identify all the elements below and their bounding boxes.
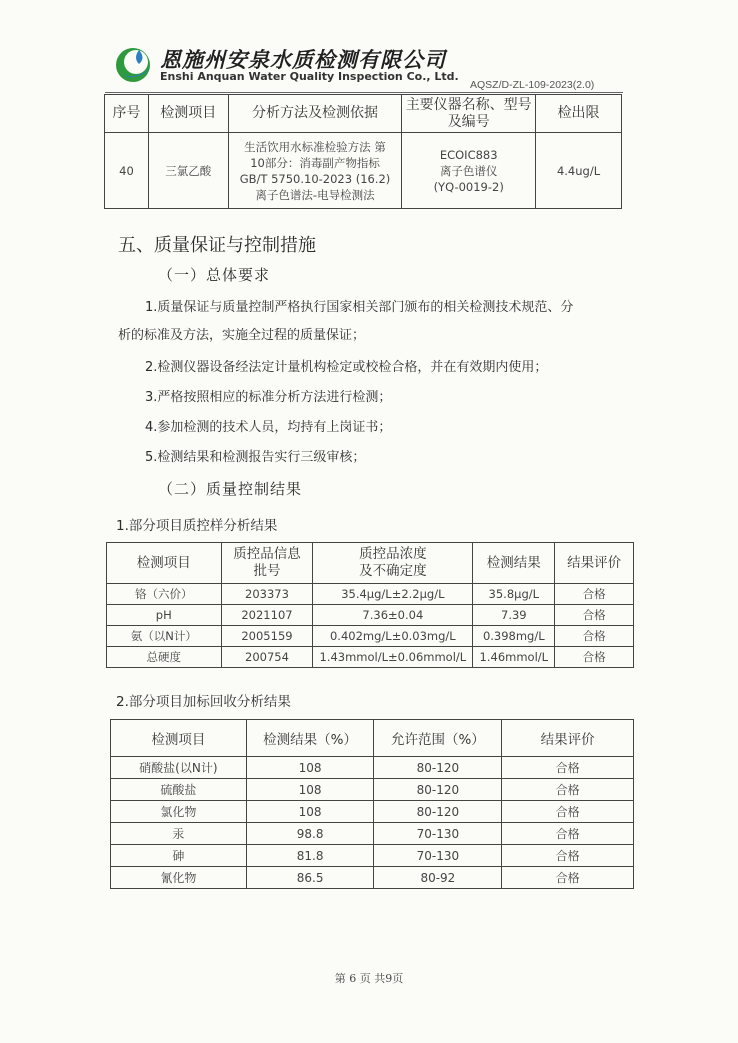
col-header: 检测项目 <box>148 95 228 133</box>
table-heading: 1.部分项目质控样分析结果 <box>116 518 278 534</box>
cell: 砷 <box>111 845 247 867</box>
cell: 合格 <box>502 845 634 867</box>
cell: 35.4μg/L±2.2μg/L <box>313 584 473 605</box>
cell: 1.46mmol/L <box>473 647 555 668</box>
col-header: 结果评价 <box>555 543 634 584</box>
cell: 合格 <box>555 647 634 668</box>
cell: 合格 <box>555 626 634 647</box>
col-header-line: 质控品信息 <box>233 546 301 562</box>
page-number: 第 6 页 共9页 <box>334 972 404 985</box>
cell: 98.8 <box>246 823 374 845</box>
cell: 80-120 <box>374 801 502 823</box>
cell: 氰化物 <box>111 867 247 889</box>
cell: 氨（以N计） <box>107 626 222 647</box>
paragraph: 2.检测仪器设备经法定计量机构检定或校检合格，并在有效期内使用； <box>145 360 548 375</box>
col-header <box>221 543 313 584</box>
col-header-line: 及不确定度 <box>359 563 427 579</box>
section-title: 五、质量保证与控制措施 <box>118 235 316 256</box>
cell: 合格 <box>502 801 634 823</box>
table-header-row <box>105 95 622 133</box>
table-row <box>107 647 634 668</box>
cell: 203373 <box>221 584 313 605</box>
cell: 2021107 <box>221 605 313 626</box>
col-header: 分析方法及检测依据 <box>228 95 402 133</box>
instrument-line: 离子色谱仪 <box>439 163 498 178</box>
table-header-row <box>111 720 634 757</box>
cell: 硝酸盐(以N计) <box>111 757 247 779</box>
col-header-line: 质控品浓度 <box>359 546 427 562</box>
cell: 合格 <box>502 757 634 779</box>
cell: 108 <box>246 757 374 779</box>
paragraph: 1.质量保证与质量控制严格执行国家相关部门颁布的相关检测技术规范、分 <box>145 300 574 315</box>
col-header: 检测结果 <box>473 543 555 584</box>
row-limit: 4.4ug/L <box>536 133 622 209</box>
paragraph: 4.参加检测的技术人员，均持有上岗证书； <box>145 420 392 435</box>
col-header: 检测项目 <box>107 543 222 584</box>
row-method <box>228 133 402 209</box>
cell: 80-92 <box>374 867 502 889</box>
row-instrument <box>402 133 536 209</box>
header-rule <box>105 92 623 93</box>
document-code: AQSZ/D-ZL-109-2023(2.0) <box>470 79 595 91</box>
table-heading: 2.部分项目加标回收分析结果 <box>116 694 291 710</box>
col-header: 序号 <box>105 95 149 133</box>
col-header-line: 批号 <box>253 563 281 579</box>
cell: 7.36±0.04 <box>313 605 473 626</box>
table-row <box>111 801 634 823</box>
col-header: 主要仪器名称、型号及编号 <box>402 95 536 133</box>
cell: 81.8 <box>246 845 374 867</box>
cell: 200754 <box>221 647 313 668</box>
method-table <box>104 94 622 209</box>
table-row <box>105 133 622 209</box>
method-line: 10部分：消毒副产物指标 <box>250 155 380 170</box>
instrument-line: (YQ-0019-2) <box>433 179 504 194</box>
subsection-title: （一）总体要求 <box>158 266 271 284</box>
recovery-table <box>110 719 634 889</box>
method-line: 生活饮用水标准检验方法 第 <box>244 139 386 154</box>
paragraph: 3.严格按照相应的标准分析方法进行检测； <box>145 390 392 405</box>
table-header-row <box>107 543 634 584</box>
cell: 合格 <box>502 867 634 889</box>
table-row <box>111 757 634 779</box>
cell: 70-130 <box>374 823 502 845</box>
paragraph: 析的标准及方法，实施全过程的质量保证； <box>118 328 366 343</box>
subsection-title: （二）质量控制结果 <box>158 480 303 498</box>
instrument-line: ECOIC883 <box>439 147 498 162</box>
col-header: 允许范围（%） <box>374 720 502 757</box>
table-row <box>107 626 634 647</box>
cell: 2005159 <box>221 626 313 647</box>
cell: 合格 <box>502 779 634 801</box>
cell: 86.5 <box>246 867 374 889</box>
cell: 108 <box>246 779 374 801</box>
cell: 合格 <box>555 584 634 605</box>
method-line: GB/T 5750.10-2023 (16.2) <box>239 171 391 186</box>
cell: 1.43mmol/L±0.06mmol/L <box>313 647 473 668</box>
col-header: 检测项目 <box>111 720 247 757</box>
cell: 70-130 <box>374 845 502 867</box>
table-row <box>111 779 634 801</box>
cell: 80-120 <box>374 779 502 801</box>
cell: 铬（六价） <box>107 584 222 605</box>
table-row <box>111 823 634 845</box>
paragraph: 5.检测结果和检测报告实行三级审核； <box>145 450 366 465</box>
cell: 总硬度 <box>107 647 222 668</box>
col-header: 检出限 <box>536 95 622 133</box>
row-no: 40 <box>105 133 149 209</box>
cell: 硫酸盐 <box>111 779 247 801</box>
company-name-cn: 恩施州安泉水质检测有限公司 <box>160 47 446 72</box>
cell: 氯化物 <box>111 801 247 823</box>
cell: 合格 <box>502 823 634 845</box>
cell: pH <box>107 605 222 626</box>
col-header: 检测结果（%） <box>246 720 374 757</box>
cell: 汞 <box>111 823 247 845</box>
table-row <box>111 845 634 867</box>
table-row <box>111 867 634 889</box>
cell: 35.8μg/L <box>473 584 555 605</box>
qc-sample-table <box>106 542 634 668</box>
cell: 0.402mg/L±0.03mg/L <box>313 626 473 647</box>
cell: 7.39 <box>473 605 555 626</box>
method-line: 离子色谱法-电导检测法 <box>255 187 375 202</box>
cell: 108 <box>246 801 374 823</box>
company-logo <box>112 44 158 84</box>
company-name-en: Enshi Anquan Water Quality Inspection Co., Ltd. <box>160 70 459 83</box>
table-row <box>107 584 634 605</box>
row-item: 三氯乙酸 <box>148 133 228 209</box>
cell: 0.398mg/L <box>473 626 555 647</box>
table-row <box>107 605 634 626</box>
col-header: 结果评价 <box>502 720 634 757</box>
cell: 合格 <box>555 605 634 626</box>
cell: 80-120 <box>374 757 502 779</box>
col-header <box>313 543 473 584</box>
